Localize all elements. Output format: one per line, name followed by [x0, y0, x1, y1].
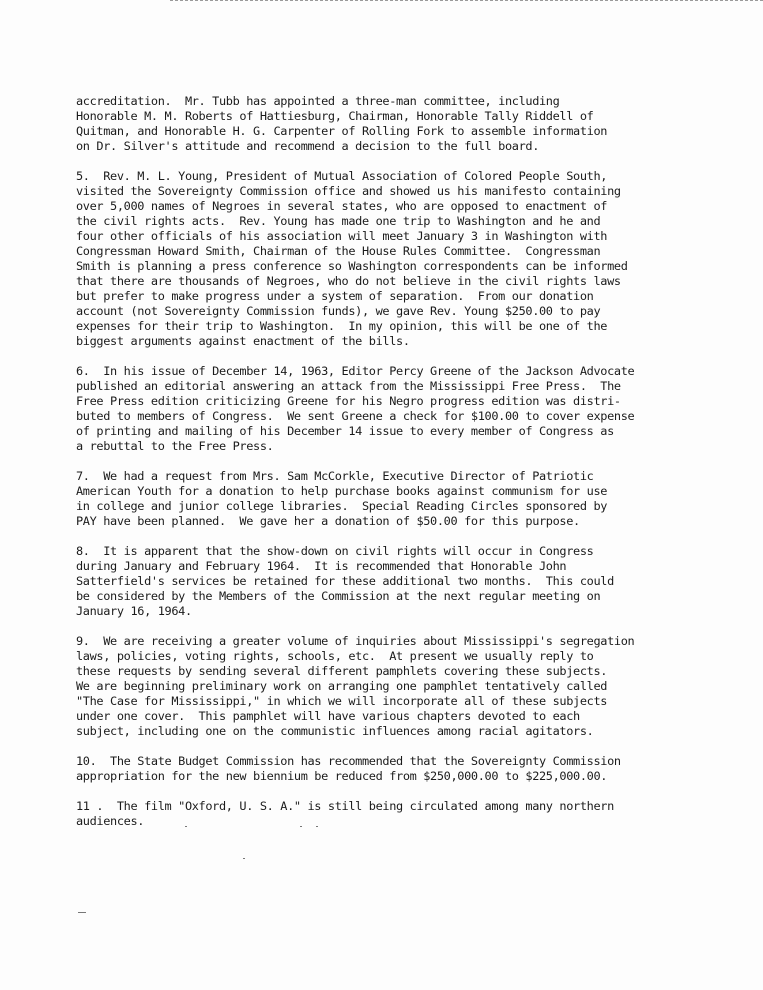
text-line: buted to members of Congress. We sent Greene a check for $100.00 to cover expense [76, 409, 635, 423]
text-line: under one cover. This pamphlet will have various chapters devoted to each [76, 709, 580, 723]
text-line: appropriation for the new biennium be reduced from $250,000.00 to $225,000.00. [76, 769, 608, 783]
text-line: of printing and mailing of his December 14 issue to every member of Congress as [76, 424, 614, 438]
text-line: Free Press edition criticizing Greene for his Negro progress edition was distri- [76, 394, 621, 408]
text-line: Quitman, and Honorable H. G. Carpenter of Rolling Fork to assemble information [76, 124, 608, 138]
text-line: these requests by sending several different pamphlets covering these subjects. [76, 664, 608, 678]
text-line: account (not Sovereignty Commission funds), we gave Rev. Young $250.00 to pay [76, 304, 601, 318]
text-line: biggest arguments against enactment of the bills. [76, 334, 410, 348]
text-line: but prefer to make progress under a system of separation. From our donation [76, 289, 594, 303]
text-line: 9. We are receiving a greater volume of inquiries about Mississippi's segregation [76, 634, 635, 648]
scan-speck [185, 826, 187, 827]
scan-speck [316, 826, 318, 827]
text-line: American Youth for a donation to help purchase books against communism for use [76, 484, 608, 498]
text-line: Satterfield's services be retained for these additional two months. This could [76, 574, 614, 588]
text-line: a rebuttal to the Free Press. [76, 439, 274, 453]
paragraph [76, 364, 716, 454]
text-line: 5. Rev. M. L. Young, President of Mutual Association of Colored People South, [76, 169, 608, 183]
text-line: 10. The State Budget Commission has recommended that the Sovereignty Commission [76, 754, 621, 768]
text-line: "The Case for Mississippi," in which we will incorporate all of these subjects [76, 694, 608, 708]
text-line: published an editorial answering an attack from the Mississippi Free Press. The [76, 379, 621, 393]
text-line: January 16, 1964. [76, 604, 192, 618]
top-edge-artifact [170, 0, 763, 4]
scan-speck [300, 826, 302, 827]
text-line: visited the Sovereignty Commission office and showed us his manifesto containing [76, 184, 621, 198]
text-line: Congressman Howard Smith, Chairman of the House Rules Committee. Congressman [76, 244, 601, 258]
text-line: laws, policies, voting rights, schools, etc. At present we usually reply to [76, 649, 594, 663]
text-line: in college and junior college libraries. Special Reading Circles sponsored by [76, 499, 608, 513]
text-line: 6. In his issue of December 14, 1963, Editor Percy Greene of the Jackson Advocate [76, 364, 635, 378]
text-line: the civil rights acts. Rev. Young has made one trip to Washington and he and [76, 214, 601, 228]
text-line: We are beginning preliminary work on arranging one pamphlet tentatively called [76, 679, 608, 693]
paragraph [76, 754, 716, 784]
paragraph [76, 799, 716, 829]
paragraph [76, 169, 716, 349]
document-body [76, 94, 716, 844]
text-line: subject, including one on the communistic influences among racial agitators. [76, 724, 594, 738]
text-line: accreditation. Mr. Tubb has appointed a three-man committee, including [76, 94, 560, 108]
text-line: expenses for their trip to Washington. In my opinion, this will be one of the [76, 319, 608, 333]
text-line: PAY have been planned. We gave her a donation of $50.00 for this purpose. [76, 514, 580, 528]
text-line: 11 . The film "Oxford, U. S. A." is still being circulated among many northern [76, 799, 614, 813]
text-line: over 5,000 names of Negroes in several states, who are opposed to enactment of [76, 199, 608, 213]
text-line: Honorable M. M. Roberts of Hattiesburg, Chairman, Honorable Tally Riddell of [76, 109, 594, 123]
text-line: during January and February 1964. It is recommended that Honorable John [76, 559, 567, 573]
text-line: 8. It is apparent that the show-down on civil rights will occur in Congress [76, 544, 594, 558]
text-line: audiences. [76, 814, 145, 828]
scan-speck [78, 912, 86, 913]
paragraph [76, 544, 716, 619]
paragraph [76, 469, 716, 529]
paragraph [76, 94, 716, 154]
text-line: be considered by the Members of the Commission at the next regular meeting on [76, 589, 601, 603]
scan-speck [243, 858, 245, 859]
text-line: on Dr. Silver's attitude and recommend a decision to the full board. [76, 139, 539, 153]
paragraph [76, 634, 716, 739]
text-line: 7. We had a request from Mrs. Sam McCorkle, Executive Director of Patriotic [76, 469, 594, 483]
text-line: four other officials of his association will meet January 3 in Washington with [76, 229, 608, 243]
text-line: Smith is planning a press conference so Washington correspondents can be informed [76, 259, 628, 273]
text-line: that there are thousands of Negroes, who do not believe in the civil rights laws [76, 274, 621, 288]
